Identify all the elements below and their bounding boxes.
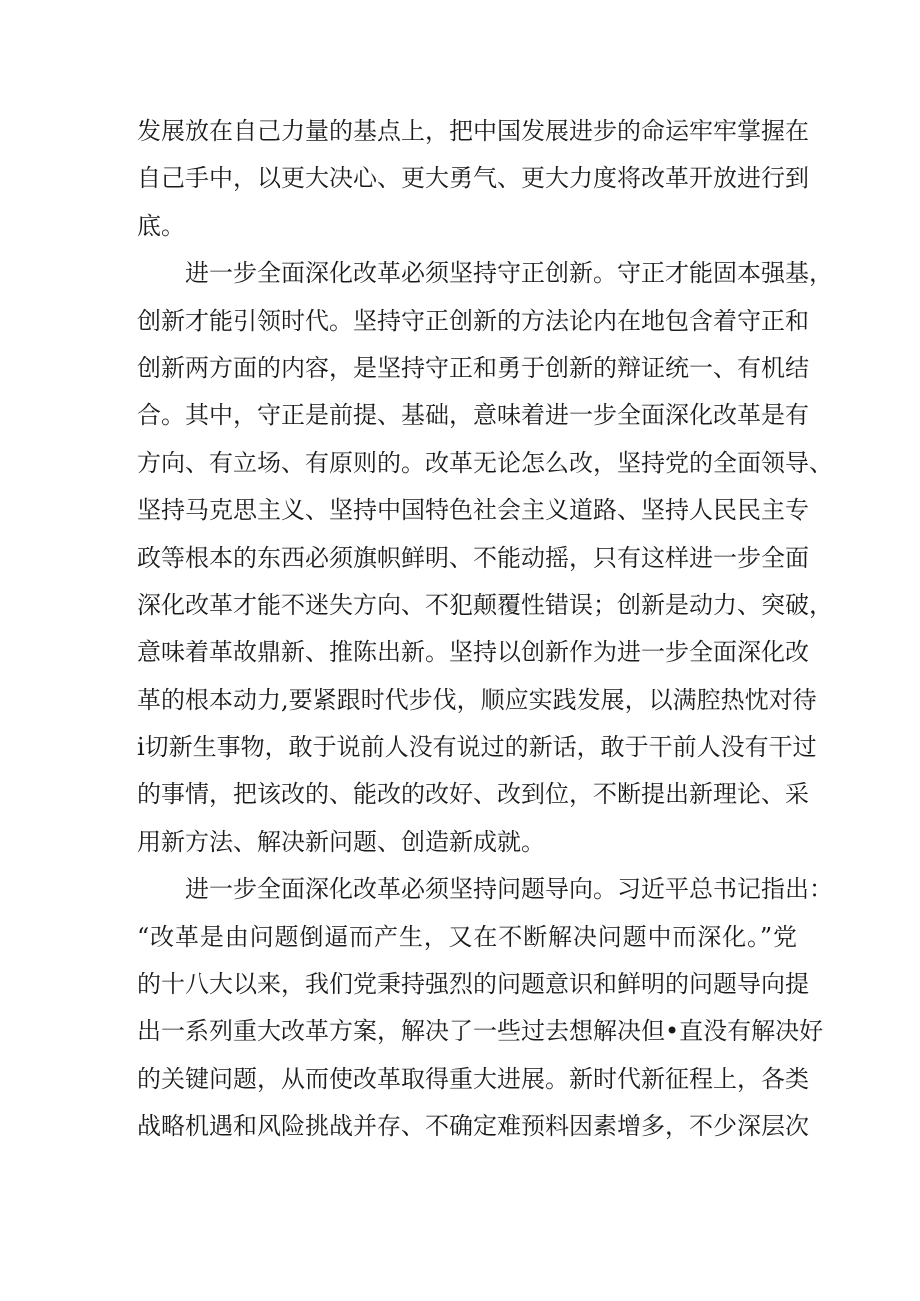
text-line: 的事情，把该改的、能改的改好、改到位，不断提出新理论、采 [137,780,809,809]
text-line: i切新生事物，敢于说前人没有说过的新话，敢于干前人没有干过 [137,733,817,762]
text-line: 自己手中，以更大决心、更大勇气、更大力度将改革开放进行到 [137,164,809,193]
text-line: 意味着革故鼎新、推陈出新。坚持以创新作为进一步全面深化改 [137,638,809,667]
text-line: 战略机遇和风险挑战并存、不确定难预料因素增多，不少深层次 [137,1112,809,1141]
text-line: 政等根本的东西必须旗帜鲜明、不能动摇，只有这样进一步全面 [137,543,809,572]
text-line: 出一系列重大改革方案，解决了一些过去想解决但•直没有解决好 [137,1017,824,1046]
text-line: 革的根本动力,要紧跟时代步伐，顺应实践发展，以满腔热忱对待 [137,685,817,714]
text-line: 坚持马克思主义、坚持中国特色社会主义道路、坚持人民民主专 [137,496,809,525]
text-line: 的关键问题，从而使改革取得重大进展。新时代新征程上，各类 [137,1064,809,1093]
body-text [137,108,833,1151]
text-line: 底。 [137,211,185,240]
text-line: 创新才能引领时代。坚持守正创新的方法论内在地包含着守正和 [137,306,809,335]
text-line: 发展放在自己力量的基点上，把中国发展进步的命运牢牢掌握在 [137,117,809,145]
text-line: 创新两方面的内容，是坚持守正和勇于创新的辩证统一、有机结 [137,353,809,382]
text-line: 合。其中，守正是前提、基础，意味着进一步全面深化改革是有 [137,401,809,430]
text-line: “改革是由问题倒逼而产生，又在不断解决问题中而深化。”党 [137,922,797,951]
text-line: 用新方法、解决新问题、创造新成就。 [137,827,545,856]
paragraph-start-line: 进一步全面深化改革必须坚持问题导向。习近平总书记指出： [185,875,833,904]
text-line: 的十八大以来，我们党秉持强烈的问题意识和鲜明的问题导向提 [137,970,809,999]
paragraph-start-line: 进一步全面深化改革必须坚持守正创新。守正才能固本强基， [185,259,833,288]
text-line: 深化改革才能不迷失方向、不犯颠覆性错误；创新是动力、突破， [137,590,833,619]
text-line: 方向、有立场、有原则的。改革无论怎么改，坚持党的全面领导、 [137,448,833,477]
